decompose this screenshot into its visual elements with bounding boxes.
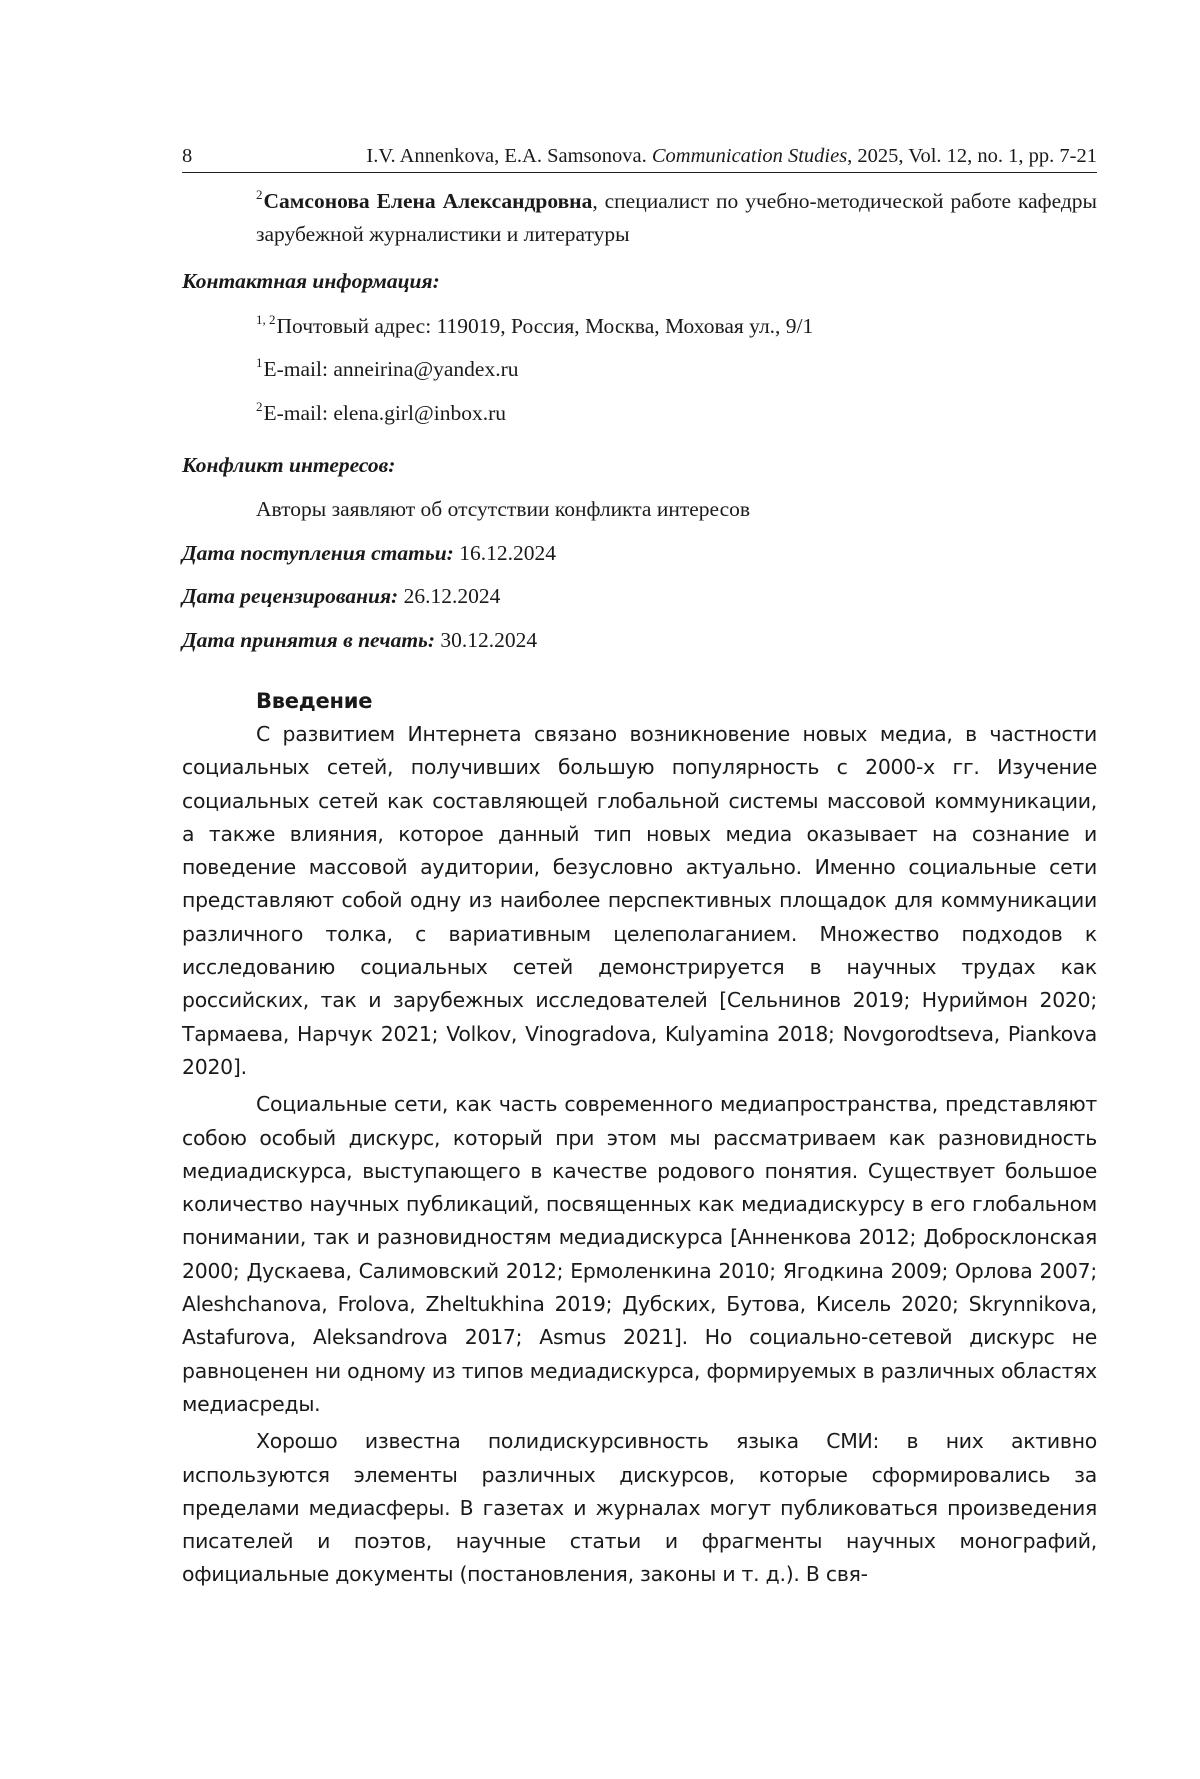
introduction-heading: Введение [256,689,373,713]
date-reviewed-value: 26.12.2024 [398,584,501,608]
date-reviewed-label: Дата рецензирования: [182,584,399,608]
author-2-position: , специалист по учебно-методической работе кафедры зарубежной журналистики и литературы [256,189,1098,246]
address-superscript: 1, 2 [256,312,276,327]
date-accepted-value: 30.12.2024 [435,628,538,652]
page-number: 8 [182,145,193,167]
author-2-info [256,185,1097,251]
email2-superscript: 2 [256,399,263,414]
conflict-of-interest-label: Конфликт интересов: [182,453,396,477]
date-accepted-label: Дата принятия в печать: [182,628,436,652]
running-head-authors: I.V. Annenkova, E.A. Samsonova. [366,145,647,167]
intro-paragraph-2: Социальные сети, как часть современного медиапространства, представляют собою особый дискурс, который при этом мы рассматриваем как разновидность медиадискурса, выступающего в качестве родового понятия. Существует большое количество научных публикаций, посвященных как медиадискурсу в его глобальном понимании, так и разновидностям медиадискурса [Анненкова 2012; Добросклонская 2000; Дускаева, Салимовский 2012; Ермоленкина 2010; Ягодкина 2009; Орлова 2007; Aleshchanova, Frolova, Zheltukhina 2019; Дубских, Бутова, Кисель 2020; Skrynnikova, Astafurova, Aleksandrova 2017; Asmus 2021]. Но социально-сетевой дискурс не равноценен ни одному из типов медиадискурса, формируемых в различных областях медиасреды. [182,1092,1097,1416]
email-author-1 [256,354,519,384]
author-2-name: Самсонова Елена Александровна [263,189,593,213]
running-header [182,143,1097,173]
introduction-section [182,685,1097,1592]
author-2-superscript: 2 [256,187,263,202]
postal-address [256,311,813,341]
contact-info-label: Контактная информация: [182,269,440,293]
email-author-2 [256,398,506,428]
date-accepted [182,625,537,655]
intro-paragraph-3: Хорошо известна полидискурсивность языка СМИ: в них активно используются элементы различных дискурсов, которые сформировались за пределами медиасферы. В газетах и журналах могут публиковаться произведения писателей и поэтов, научные статьи и фрагменты научных монографий, официальные документы (постановления, законы и т. д.). В свя- [182,1429,1097,1587]
date-received [182,538,556,568]
postal-address-text: Почтовый адрес: 119019, Россия, Москва, Моховая ул., 9/1 [276,314,814,338]
date-received-label: Дата поступления статьи: [182,541,454,565]
date-reviewed [182,581,500,611]
email-1-text: E-mail: anneirina@yandex.ru [263,357,519,381]
running-head [366,143,1097,170]
email-2-text: E-mail: elena.girl@inbox.ru [263,401,506,425]
date-received-value: 16.12.2024 [453,541,556,565]
running-head-volume: , 2025, Vol. 12, no. 1, pp. 7-21 [847,145,1097,167]
journal-name: Communication Studies [651,145,848,167]
email1-superscript: 1 [256,355,263,370]
conflict-of-interest-text: Авторы заявляют об отсутствии конфликта интересов [256,497,751,521]
intro-paragraph-1: С развитием Интернета связано возникновение новых медиа, в частности социальных сетей, получивших большую популярность с 2000-х гг. Изучение социальных сетей как составляющей глобальной системы массовой коммуникации, а также влияния, которое данный тип новых медиа оказывает на сознание и поведение массовой аудитории, безусловно актуально. Именно социальные сети представляют собой одну из наиболее перспективных площадок для коммуникации различного толка, с вариативным целеполаганием. Множество подходов к исследованию социальных сетей демонстрируется в научных трудах как российских, так и зарубежных исследователей [Сельнинов 2019; Нуриймон 2020; Тармаева, Нарчук 2021; Volkov, Vinogradova, Kulyamina 2018; Novgorodtseva, Piankova 2020]. [182,722,1097,1079]
